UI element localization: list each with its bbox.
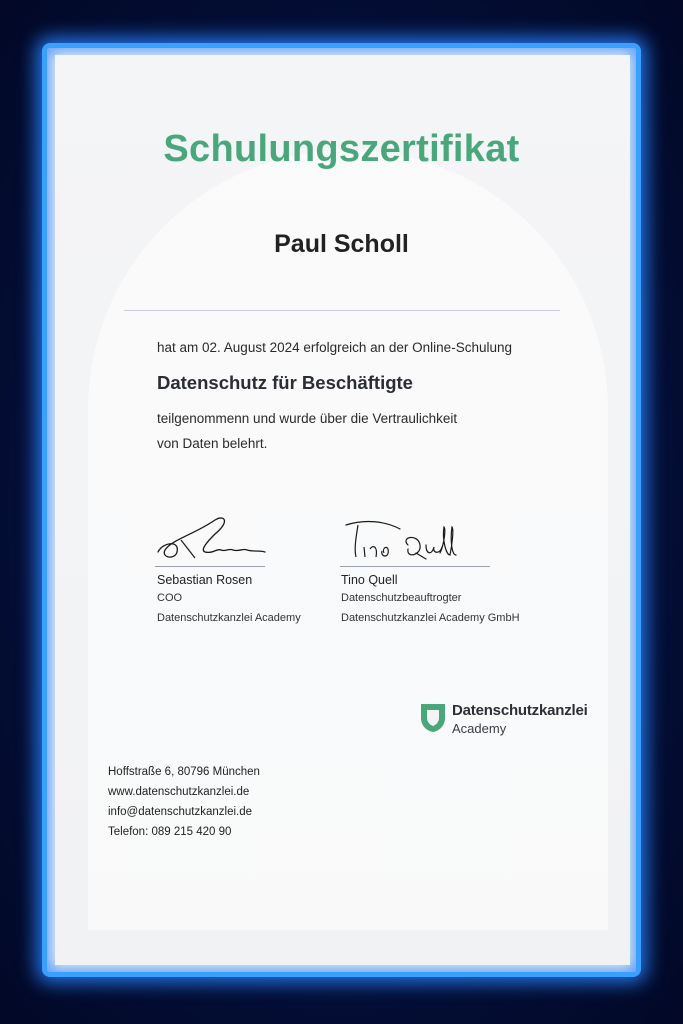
signature-1-image: [155, 512, 270, 564]
signatory-1-org: Datenschutzkanzlei Academy: [157, 612, 301, 624]
logo-text-name: Datenschutzkanzlei: [452, 702, 588, 719]
name-divider: [124, 310, 560, 311]
contact-address: Hoffstraße 6, 80796 München: [108, 766, 260, 778]
certificate-title: Schulungszertifikat: [163, 128, 520, 170]
contact-email: info@datenschutzkanzlei.de: [108, 806, 253, 818]
signatory-2-org: Datenschutzkanzlei Academy GmbH: [341, 612, 520, 624]
outro-text-line2: von Daten belehrt.: [157, 436, 268, 451]
contact-website: www.datenschutzkanzlei.de: [108, 786, 250, 798]
signature-2-line: [340, 566, 490, 567]
contact-phone: Telefon: 089 215 420 90: [108, 826, 232, 838]
signatory-1-name: Sebastian Rosen: [157, 573, 253, 587]
shield-logo-icon: [419, 702, 447, 734]
logo-text-sub: Academy: [452, 721, 507, 736]
recipient-name: Paul Scholl: [274, 230, 409, 258]
signatory-2-role: Datenschutzbeauftrogter: [341, 592, 462, 604]
signatory-2-name: Tino Quell: [341, 573, 398, 587]
signature-1-line: [155, 566, 265, 567]
signature-2-image: [340, 515, 460, 565]
signatory-1-role: COO: [157, 592, 183, 604]
outro-text-line1: teilgenommenn und wurde über die Vertraulichkeit: [157, 411, 458, 426]
course-title: Datenschutz für Beschäftigte: [157, 372, 413, 393]
company-logo: [419, 700, 609, 740]
intro-text: hat am 02. August 2024 erfolgreich an der Online-Schulung: [157, 340, 512, 355]
